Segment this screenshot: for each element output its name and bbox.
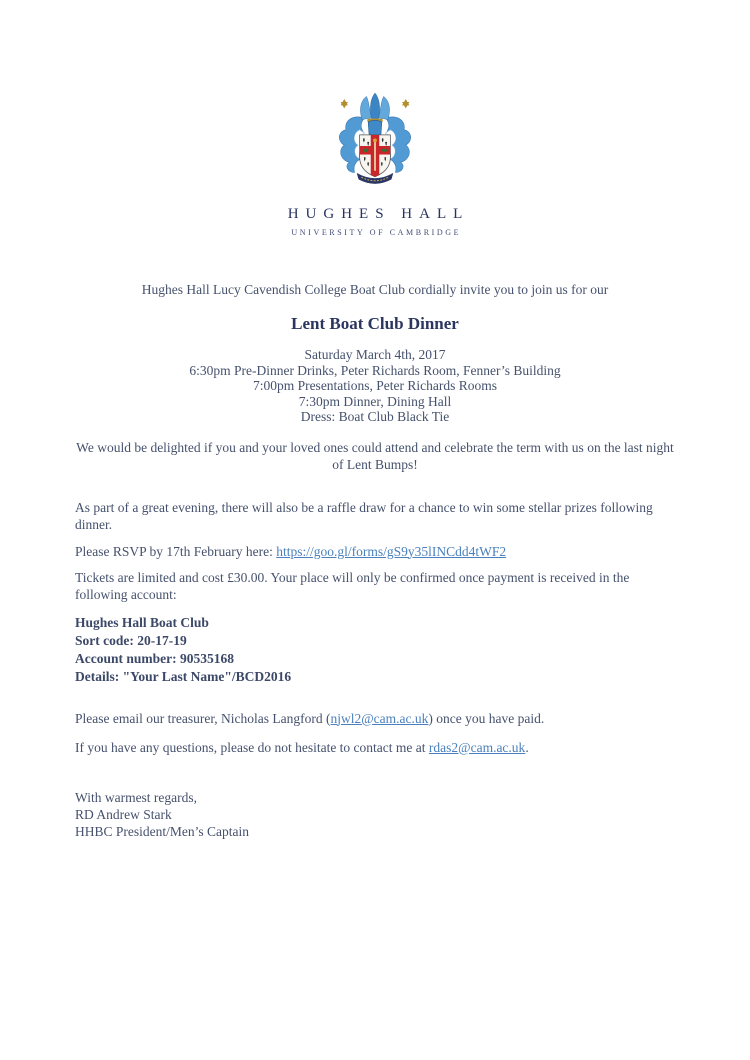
bank-details — [75, 614, 675, 686]
raffle-paragraph: As part of a great evening, there will also be a raffle draw for a chance to win some stellar prizes following dinner. — [75, 499, 653, 532]
college-name: HUGHES HALL — [287, 206, 470, 222]
signoff-line: With warmest regards, — [75, 789, 198, 805]
college-crest — [0, 0, 750, 196]
questions-line — [75, 739, 675, 756]
schedule-presentations: 7:00pm Presentations, Peter Richards Rooms — [252, 378, 498, 393]
invitation-line: Hughes Hall Lucy Cavendish College Boat Club cordially invite you to join us for our — [141, 282, 609, 297]
treasurer-line — [75, 710, 675, 727]
schedule-drinks: 6:30pm Pre-Dinner Drinks, Peter Richards Room, Fenner’s Building — [189, 362, 561, 378]
helm — [368, 120, 382, 135]
rsvp-form-link[interactable]: https://goo.gl/forms/gS9y35lINCdd4tWF2 — [276, 543, 507, 559]
questions-text-before: If you have any questions, please do not hesitate to contact me at — [75, 739, 429, 755]
letter-body — [75, 281, 675, 840]
account-name: Hughes Hall Boat Club — [75, 614, 209, 630]
signature-block — [75, 789, 675, 840]
schedule-dress-code: Dress: Boat Club Black Tie — [300, 409, 450, 424]
delighted-paragraph: We would be delighted if you and your loved ones could attend and celebrate the term with us on the last night of Lent Bumps! — [76, 439, 674, 472]
sender-title: HHBC President/Men’s Captain — [75, 823, 249, 839]
hughes-hall-crest-icon — [334, 84, 416, 196]
treasurer-email-link[interactable]: njwl2@cam.ac.uk — [330, 710, 429, 726]
schedule-date: Saturday March 4th, 2017 — [304, 347, 446, 362]
treasurer-text-before: Please email our treasurer, Nicholas Langford ( — [75, 710, 331, 726]
schedule-dinner: 7:30pm Dinner, Dining Hall — [298, 393, 452, 409]
payment-details-reference: Details: "Your Last Name"/BCD2016 — [75, 668, 292, 684]
account-number: Account number: 90535168 — [75, 650, 234, 666]
event-schedule — [75, 347, 675, 425]
university-name: UNIVERSITY OF CAMBRIDGE — [291, 228, 462, 237]
event-title: Lent Boat Club Dinner — [291, 314, 459, 333]
sort-code: Sort code: 20-17-19 — [75, 632, 187, 648]
sender-name: RD Andrew Stark — [75, 806, 172, 822]
rsvp-text: Please RSVP by 17th February here: — [75, 543, 277, 559]
rsvp-line — [75, 543, 675, 560]
questions-text-after: . — [525, 739, 529, 755]
plumes — [360, 93, 389, 119]
tickets-paragraph: Tickets are limited and cost £30.00. Your place will only be confirmed once payment is received in the following account: — [75, 569, 630, 602]
contact-email-link[interactable]: rdas2@cam.ac.uk — [428, 739, 526, 755]
shield — [360, 135, 391, 178]
treasurer-text-after: ) once you have paid. — [428, 710, 545, 726]
